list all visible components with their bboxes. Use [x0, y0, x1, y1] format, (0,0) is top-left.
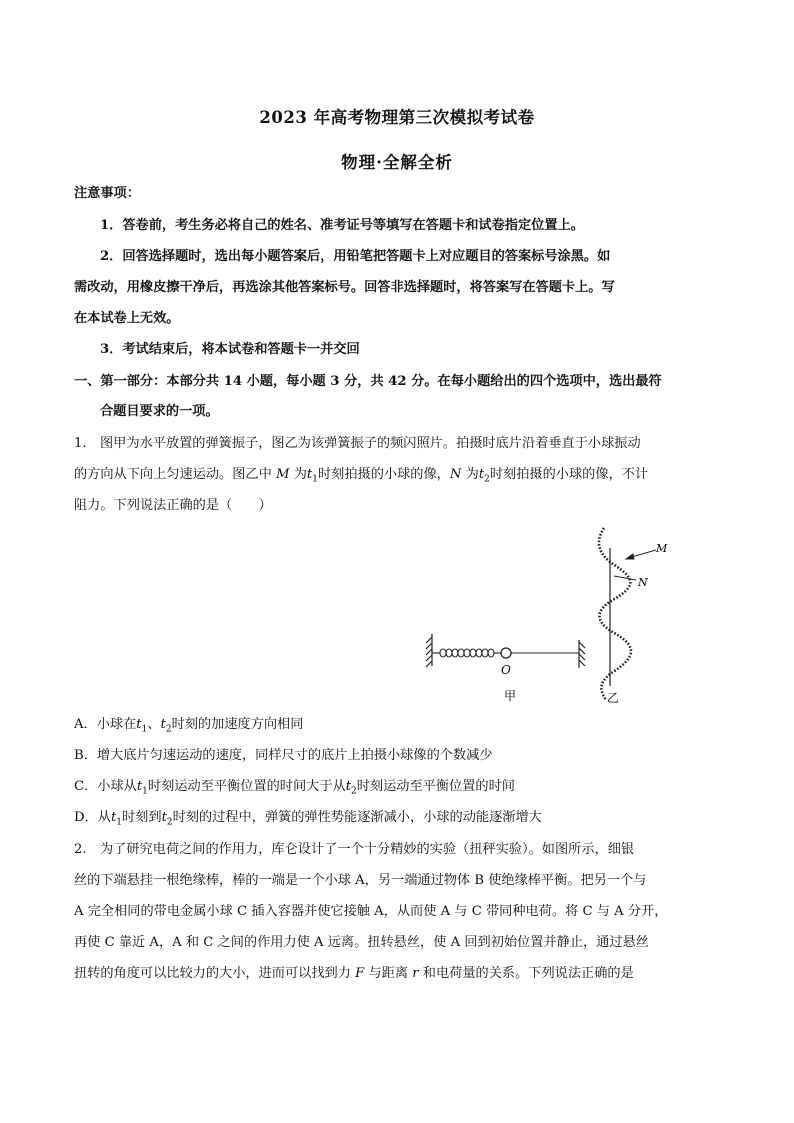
right-wall [579, 640, 585, 668]
notice-item-2-line-2: 需改动，用橡皮擦干净后，再选涂其他答案标号。回答非选择题时，将答案写在答题卡上。写 [74, 280, 615, 295]
label-n: N [638, 576, 648, 589]
section-heading-line-1: 一、第一部分：本部分共 14 小题，每小题 3 分，共 42 分。在每小题给出的四个选项中，选出最符 [74, 374, 662, 389]
q2-line-2: 丝的下端悬挂一根绝缘棒，棒的一端是一个小球 A，另一端通过物体 B 使绝缘棒平衡。把另一个与 [74, 873, 647, 888]
page-title: 2023 年高考物理第三次模拟考试卷 [259, 108, 535, 127]
q2-line-1: 为了研究电荷之间的作用力，库仑设计了一个十分精妙的实验（扭秤实验）。如图所示，细银 [100, 842, 635, 857]
q1-number: 1. [74, 436, 87, 451]
q2-line-4: 再使 C 靠近 A，A 和 C 之间的作用力使 A 远离。扭转悬丝，使 A 回到初始位置并静止，通过悬丝 [74, 935, 649, 950]
q1-option-a: A．小球在$t_1$、$t_2$时刻的加速度方向相同 [74, 717, 304, 735]
notice-item-2-line-1: 2．回答选择题时，选出每小题答案后，用铅笔把答题卡上对应题目的答案标号涂黑。如 [100, 249, 611, 264]
label-m: M [656, 542, 668, 555]
q1-figure [420, 522, 668, 705]
q2-line-5: 扭转的角度可以比较力的大小，进而可以找到力 F 与距离 r 和电荷量的关系。下列说法正确的是 [74, 966, 634, 981]
section-heading-line-2: 合题目要求的一项。 [100, 404, 219, 419]
q1-line-3: 阻力。下列说法正确的是（ ） [74, 498, 272, 513]
wave-trace [599, 528, 631, 700]
q1-option-d: D．从$t_1$时刻到$t_2$时刻的过程中，弹簧的弹性势能逐渐减小，小球的动能逐渐增大 [74, 810, 542, 828]
spring [432, 649, 501, 657]
q2-number: 2. [74, 842, 87, 857]
notice-item-3: 3．考试结束后，将本试卷和答题卡一并交回 [100, 342, 360, 357]
notice-item-1: 1．答卷前，考生务必将自己的姓名、准考证号等填写在答题卡和试卷指定位置上。 [100, 218, 584, 233]
q2-line-3: A 完全相同的带电金属小球 C 插入容器并使它接触 A，从而使 A 与 C 带同种电荷。将 C 与 A 分开， [74, 904, 668, 919]
caption-a: 甲 [504, 689, 517, 703]
notice-item-2-line-3: 在本试卷上无效。 [74, 311, 180, 326]
ball [501, 648, 511, 658]
q1-option-c: C．小球从$t_1$时刻运动至平衡位置的时间大于从$t_2$时刻运动至平衡位置的时间 [74, 779, 515, 797]
q1-line-2: 的方向从下向上匀速运动。图乙中 M 为$t_1$时刻拍摄的小球的像，N 为$t_2$时刻拍摄的小球的像，不计 [74, 467, 649, 485]
caption-b: 乙 [607, 691, 620, 705]
q1-line-1: 图甲为水平放置的弹簧振子，图乙为该弹簧振子的频闪照片。拍摄时底片沿着垂直于小球振动 [100, 436, 641, 451]
notice-heading: 注意事项： [74, 186, 140, 201]
label-arrows [614, 550, 656, 580]
left-wall [426, 634, 432, 667]
q1-option-b: B．增大底片匀速运动的速度，同样尺寸的底片上拍摄小球像的个数减少 [74, 748, 493, 763]
label-o: O [501, 663, 511, 677]
page-subtitle: 物理·全解全析 [341, 153, 453, 172]
